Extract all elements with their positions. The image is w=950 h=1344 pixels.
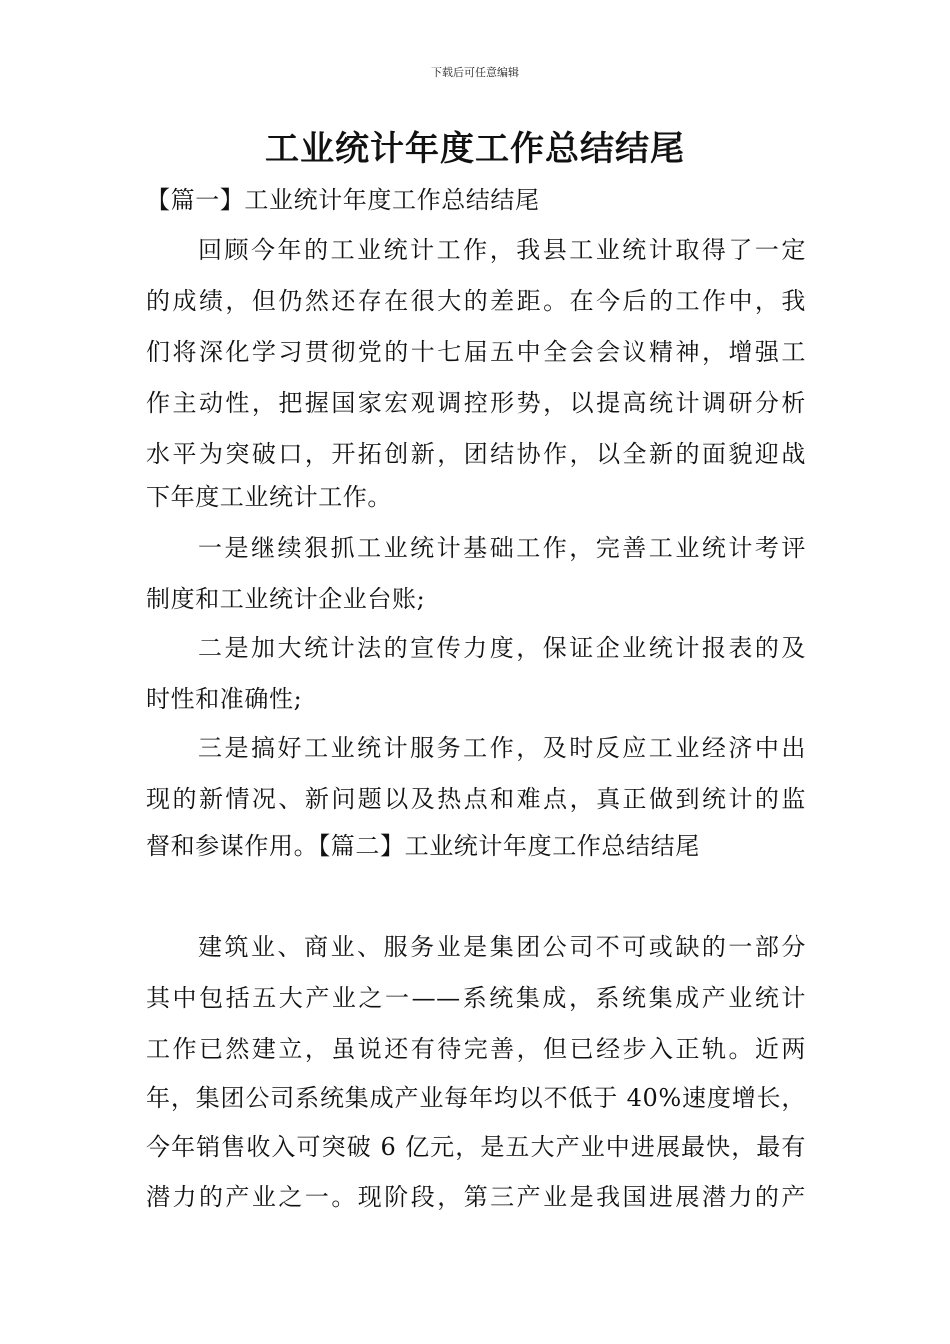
document-title: 工业统计年度工作总结结尾	[265, 129, 685, 169]
paragraph-line: 潜力的产业之一。现阶段，第三产业是我国进展潜力的产	[146, 1183, 806, 1211]
paragraph-line: 制度和工业统计企业台账;	[146, 585, 426, 613]
paragraph-line: 时性和准确性;	[146, 685, 303, 713]
paragraph-line: 建筑业、商业、服务业是集团公司不可或缺的一部分	[198, 933, 806, 961]
paragraph-line: 现的新情况、新问题以及热点和难点，真正做到统计的监	[146, 785, 806, 813]
paragraph-line: 作主动性，把握国家宏观调控形势，以提高统计调研分析	[146, 389, 806, 417]
paragraph-line: 下年度工业统计工作。	[146, 483, 392, 511]
paragraph-line: 的成绩，但仍然还存在很大的差距。在今后的工作中，我	[146, 287, 806, 315]
paragraph-line: 年，集团公司系统集成产业每年均以不低于 40%速度增长，	[146, 1084, 806, 1112]
paragraph-line: 水平为突破口，开拓创新，团结协作，以全新的面貌迎战	[146, 440, 806, 468]
paragraph-line: 一是继续狠抓工业统计基础工作，完善工业统计考评	[198, 534, 806, 562]
paragraph-line: 工作已然建立，虽说还有待完善，但已经步入正轨。近两	[146, 1035, 806, 1063]
paragraph-line: 三是搞好工业统计服务工作，及时反应工业经济中出	[198, 734, 806, 762]
paragraph-line: 二是加大统计法的宣传力度，保证企业统计报表的及	[198, 634, 806, 662]
header-note: 下载后可任意编辑	[431, 66, 519, 79]
paragraph-line: 们将深化学习贯彻党的十七届五中全会会议精神，增强工	[146, 338, 806, 366]
section-heading-1: 【篇一】工业统计年度工作总结结尾	[146, 186, 540, 214]
paragraph-line: 其中包括五大产业之一——系统集成，系统集成产业统计	[146, 984, 806, 1012]
paragraph-line: 督和参谋作用。【篇二】工业统计年度工作总结结尾	[146, 832, 700, 860]
paragraph-line: 今年销售收入可突破 6 亿元，是五大产业中进展最快，最有	[146, 1133, 806, 1161]
paragraph-line: 回顾今年的工业统计工作，我县工业统计取得了一定	[198, 236, 806, 264]
